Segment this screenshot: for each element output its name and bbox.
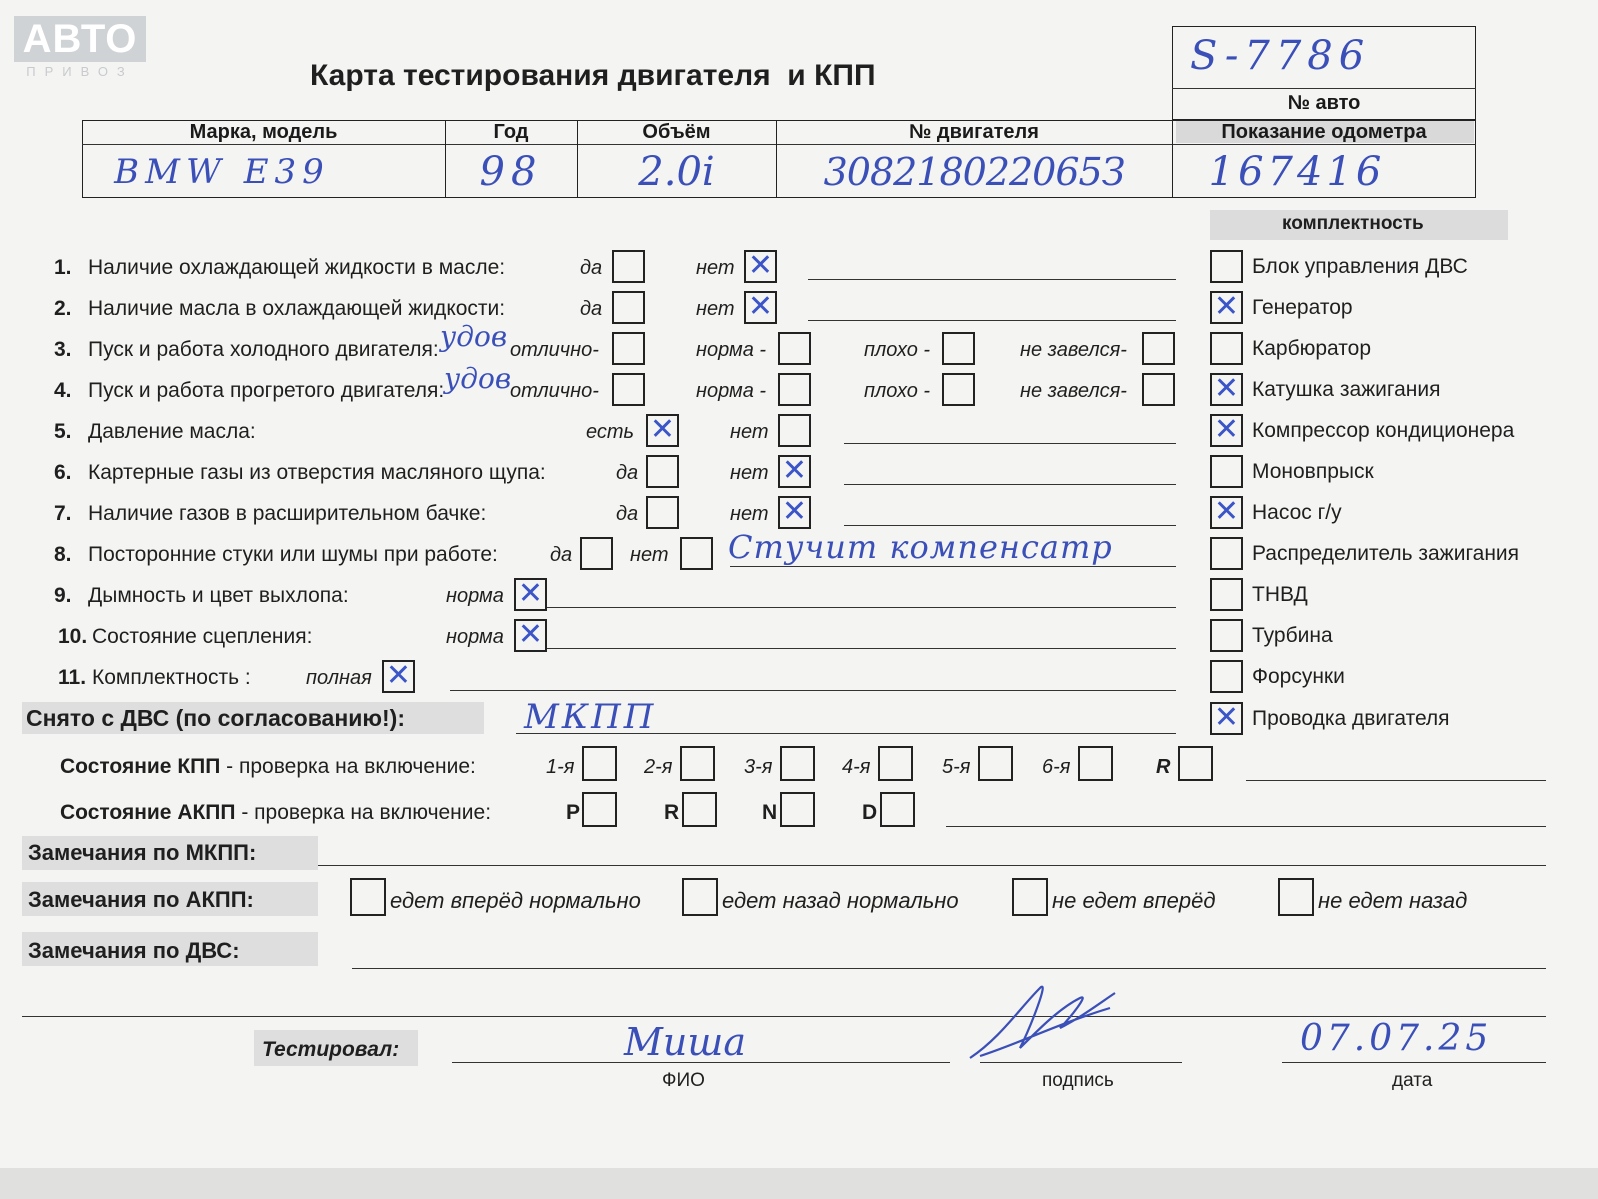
akpp-forward-ok-checkbox[interactable] — [350, 878, 386, 916]
akpp-comment-line[interactable] — [946, 826, 1546, 827]
check-mark-icon: ✕ — [649, 412, 676, 447]
q1-opt-no-label: нет — [696, 257, 735, 279]
kpp-gear-4-label: 4-я — [842, 756, 871, 778]
q6-text: Картерные газы из отверстия масляного щупа: — [88, 461, 546, 484]
q3-opt-normal-label: норма - — [696, 339, 767, 361]
q4-number: 4. — [54, 379, 72, 402]
q5-yes-checkbox[interactable] — [646, 414, 679, 447]
header-label-odometer: Показание одометра — [1221, 121, 1427, 143]
fio-value: Миша — [624, 1020, 747, 1064]
kpp-gear-1-label: 1-я — [546, 756, 575, 778]
kpp-gear-r-checkbox[interactable] — [1178, 746, 1213, 781]
q4-opt-nostart-label: не завелся- — [1020, 380, 1127, 402]
akpp-mode-n-label: N — [762, 801, 778, 824]
q4-normal-checkbox[interactable] — [778, 373, 811, 406]
check-mark-icon: ✕ — [781, 453, 808, 488]
q9-opt-normal-label: норма — [446, 585, 504, 607]
q3-opt-bad-label: плохо - — [864, 339, 931, 361]
page-title: Карта тестирования двигателя и КПП — [310, 59, 876, 92]
check-mark-icon: ✕ — [1213, 371, 1240, 406]
removed-value: МКПП — [524, 697, 657, 737]
q1-no-checkbox[interactable] — [744, 250, 777, 283]
q3-handwritten-note: удов — [440, 320, 508, 353]
check-mark-icon: ✕ — [781, 494, 808, 529]
akpp-mode-p-checkbox[interactable] — [582, 792, 617, 827]
kpp-label-bold: Состояние КПП — [60, 755, 221, 778]
check-mark-icon: ✕ — [517, 617, 544, 652]
q2-yes-checkbox[interactable] — [612, 291, 645, 324]
komplekt-item-ecu-checkbox[interactable] — [1210, 250, 1243, 283]
q4-bad-checkbox[interactable] — [942, 373, 975, 406]
akpp-mode-p-label: P — [566, 801, 581, 824]
komplekt-item-generator-label: Генератор — [1252, 296, 1353, 319]
q2-no-checkbox[interactable] — [744, 291, 777, 324]
header-value-odometer: 167416 — [1208, 149, 1386, 195]
q2-text: Наличие масла в охлаждающей жидкости: — [88, 297, 506, 320]
header-label-year: Год — [493, 121, 529, 143]
komplekt-item-monoinjection-label: Моновпрыск — [1252, 460, 1374, 483]
remarks-dvs-line[interactable] — [352, 968, 1546, 969]
q3-excellent-checkbox[interactable] — [612, 332, 645, 365]
kpp-label-rest: - проверка на включение: — [220, 755, 476, 778]
q11-comment-line[interactable] — [450, 690, 1176, 691]
q9-text: Дымность и цвет выхлопа: — [88, 584, 349, 607]
q11-opt-full-label: полная — [306, 667, 372, 689]
date-value: 07.07.25 — [1300, 1018, 1493, 1059]
komplekt-item-ignition-coil-label: Катушка зажигания — [1252, 378, 1441, 401]
komplekt-item-carburetor-label: Карбюратор — [1252, 337, 1372, 360]
kpp-gear-2-label: 2-я — [644, 756, 673, 778]
header-value-engine-no: 308218022065З — [823, 150, 1125, 194]
q4-nostart-checkbox[interactable] — [1142, 373, 1175, 406]
q11-number: 11. — [58, 666, 87, 689]
akpp-mode-r-checkbox[interactable] — [682, 792, 717, 827]
q2-number: 2. — [54, 297, 72, 320]
header-label-volume: Объём — [642, 121, 711, 143]
akpp-no-forward-label: не едет вперёд — [1052, 888, 1216, 913]
komplekt-item-ps-pump-checkbox[interactable] — [1210, 496, 1243, 529]
q9-number: 9. — [54, 584, 72, 607]
komplekt-item-generator-checkbox[interactable] — [1210, 291, 1243, 324]
q4-opt-normal-label: норма - — [696, 380, 767, 402]
kpp-gear-1-checkbox[interactable] — [582, 746, 617, 781]
q5-text: Давление масла: — [88, 420, 256, 443]
q3-normal-checkbox[interactable] — [778, 332, 811, 365]
q4-excellent-checkbox[interactable] — [612, 373, 645, 406]
q6-number: 6. — [54, 461, 72, 484]
q6-comment-line[interactable] — [844, 484, 1176, 485]
q2-opt-no-label: нет — [696, 298, 735, 320]
q6-no-checkbox[interactable] — [778, 455, 811, 488]
akpp-label — [60, 800, 491, 826]
akpp-no-forward-checkbox[interactable] — [1012, 878, 1048, 916]
q7-number: 7. — [54, 502, 72, 525]
removed-line[interactable] — [516, 733, 1176, 734]
q8-number: 8. — [54, 543, 72, 566]
q11-text: Комплектность : — [92, 666, 251, 689]
komplekt-item-injectors-label: Форсунки — [1252, 665, 1345, 688]
q3-text: Пуск и работа холодного двигателя: — [88, 338, 439, 361]
komplekt-item-wiring-checkbox[interactable] — [1210, 702, 1243, 735]
akpp-label-rest: - проверка на включение: — [235, 801, 492, 824]
q1-opt-yes-label: да — [580, 257, 603, 279]
q6-opt-yes-label: да — [616, 462, 639, 484]
q8-handwritten-note: Стучит компенсатр — [728, 528, 1113, 566]
q8-opt-yes-label: да — [550, 544, 573, 566]
tested-by-label: Тестировал: — [262, 1038, 400, 1061]
akpp-no-reverse-checkbox[interactable] — [1278, 878, 1314, 916]
q6-opt-no-label: нет — [730, 462, 769, 484]
komplekt-item-ps-pump-label: Насос г/у — [1252, 501, 1342, 524]
q8-text: Посторонние стуки или шумы при работе: — [88, 543, 498, 566]
komplekt-title: комплектность — [1282, 213, 1424, 234]
car-number-divider — [1172, 88, 1476, 89]
q8-yes-checkbox[interactable] — [580, 537, 613, 570]
q5-number: 5. — [54, 420, 72, 443]
q6-yes-checkbox[interactable] — [646, 455, 679, 488]
q10-number: 10. — [58, 625, 88, 648]
header-value-model: BMW E39 — [114, 152, 330, 192]
akpp-mode-d-label: D — [862, 801, 878, 824]
akpp-mode-n-checkbox[interactable] — [780, 792, 815, 827]
komplekt-item-ac-compressor-label: Компрессор кондиционера — [1252, 419, 1515, 442]
komplekt-item-injectors-checkbox[interactable] — [1210, 660, 1243, 693]
kpp-label — [60, 754, 476, 780]
q1-comment-line[interactable] — [808, 279, 1176, 280]
remarks-dvs-label: Замечания по ДВС: — [28, 938, 240, 963]
q4-opt-excellent-label: отлично- — [510, 380, 599, 402]
header-row-divider — [82, 144, 1476, 145]
check-mark-icon: ✕ — [1213, 412, 1240, 447]
remarks-mkpp-label: Замечания по МКПП: — [28, 840, 257, 865]
q1-yes-checkbox[interactable] — [612, 250, 645, 283]
header-value-year: 98 — [479, 149, 543, 195]
komplekt-item-tnvd-checkbox[interactable] — [1210, 578, 1243, 611]
komplekt-item-tnvd-label: ТНВД — [1252, 583, 1308, 606]
signature-label: подпись — [1042, 1070, 1114, 1091]
car-number-label: № авто — [1287, 92, 1361, 114]
check-mark-icon: ✕ — [747, 248, 774, 283]
q3-number: 3. — [54, 338, 72, 361]
komplekt-item-turbine-checkbox[interactable] — [1210, 619, 1243, 652]
check-mark-icon: ✕ — [1213, 289, 1240, 324]
q4-handwritten-note: удов — [444, 362, 512, 395]
fio-label: ФИО — [662, 1070, 705, 1091]
logo-text: АВТО — [14, 16, 146, 62]
akpp-reverse-ok-label: едет назад нормально — [722, 888, 959, 913]
akpp-forward-ok-label: едет вперёд нормально — [390, 888, 641, 913]
q5-opt-yes-label: есть — [586, 421, 635, 443]
q10-normal-checkbox[interactable] — [514, 619, 547, 652]
kpp-gear-4-checkbox[interactable] — [878, 746, 913, 781]
kpp-gear-r-label: R — [1156, 756, 1171, 778]
komplekt-item-distributor-label: Распределитель зажигания — [1252, 542, 1520, 565]
header-label-model: Марка, модель — [189, 121, 338, 143]
check-mark-icon: ✕ — [1213, 700, 1240, 735]
komplekt-item-ignition-coil-checkbox[interactable] — [1210, 373, 1243, 406]
signature — [960, 968, 1130, 1068]
logo-watermark — [14, 16, 146, 82]
q5-no-checkbox[interactable] — [778, 414, 811, 447]
signature-line[interactable] — [980, 1062, 1182, 1063]
q5-comment-line[interactable] — [844, 443, 1176, 444]
q4-opt-bad-label: плохо - — [864, 380, 931, 402]
removed-label: Снято с ДВС (по согласованию!): — [26, 705, 405, 731]
kpp-gear-6-label: 6-я — [1042, 756, 1071, 778]
q1-text: Наличие охлаждающей жидкости в масле: — [88, 256, 506, 279]
header-value-volume: 2.0i — [638, 149, 715, 195]
q9-normal-checkbox[interactable] — [514, 578, 547, 611]
q5-opt-no-label: нет — [730, 421, 769, 443]
kpp-gear-6-checkbox[interactable] — [1078, 746, 1113, 781]
q3-opt-excellent-label: отлично- — [510, 339, 599, 361]
check-mark-icon: ✕ — [385, 658, 412, 693]
q8-no-checkbox[interactable] — [680, 537, 713, 570]
q2-comment-line[interactable] — [808, 320, 1176, 321]
q9-comment-line[interactable] — [547, 607, 1176, 608]
q10-opt-normal-label: норма — [446, 626, 504, 648]
q8-comment-line[interactable] — [730, 566, 1176, 567]
q10-text: Состояние сцепления: — [92, 625, 313, 648]
komplekt-item-turbine-label: Турбина — [1252, 624, 1333, 647]
check-mark-icon: ✕ — [517, 576, 544, 611]
kpp-gear-2-checkbox[interactable] — [680, 746, 715, 781]
akpp-mode-d-checkbox[interactable] — [880, 792, 915, 827]
kpp-comment-line[interactable] — [1246, 780, 1546, 781]
q1-number: 1. — [54, 256, 72, 279]
q3-bad-checkbox[interactable] — [942, 332, 975, 365]
check-mark-icon: ✕ — [1213, 494, 1240, 529]
header-label-engine-no: № двигателя — [909, 121, 1039, 143]
page-bottom-edge — [0, 1168, 1598, 1199]
q4-text: Пуск и работа прогретого двигателя: — [88, 379, 445, 402]
q3-nostart-checkbox[interactable] — [1142, 332, 1175, 365]
komplekt-item-ecu-label: Блок управления ДВС — [1252, 255, 1468, 278]
komplekt-item-distributor-checkbox[interactable] — [1210, 537, 1243, 570]
logo-subtext: ПРИВОЗ — [26, 64, 134, 79]
kpp-gear-5-checkbox[interactable] — [978, 746, 1013, 781]
date-line[interactable] — [1282, 1062, 1546, 1063]
q7-yes-checkbox[interactable] — [646, 496, 679, 529]
komplekt-item-wiring-label: Проводка двигателя — [1252, 707, 1450, 730]
kpp-gear-5-label: 5-я — [942, 756, 971, 778]
car-number-value: S-7786 — [1190, 33, 1371, 79]
check-mark-icon: ✕ — [747, 289, 774, 324]
date-label: дата — [1392, 1070, 1433, 1091]
komplekt-item-monoinjection-checkbox[interactable] — [1210, 455, 1243, 488]
akpp-mode-r-label: R — [664, 801, 680, 824]
q3-opt-nostart-label: не завелся- — [1020, 339, 1127, 361]
fio-line[interactable] — [452, 1062, 950, 1063]
q2-opt-yes-label: да — [580, 298, 603, 320]
akpp-reverse-ok-checkbox[interactable] — [682, 878, 718, 916]
q7-opt-yes-label: да — [616, 503, 639, 525]
q11-full-checkbox[interactable] — [382, 660, 415, 693]
q10-comment-line[interactable] — [547, 648, 1176, 649]
komplekt-item-ac-compressor-checkbox[interactable] — [1210, 414, 1243, 447]
akpp-no-reverse-label: не едет назад — [1318, 888, 1468, 913]
q7-comment-line[interactable] — [844, 525, 1176, 526]
q8-opt-no-label: нет — [630, 544, 669, 566]
q7-no-checkbox[interactable] — [778, 496, 811, 529]
kpp-gear-3-label: 3-я — [744, 756, 773, 778]
q7-opt-no-label: нет — [730, 503, 769, 525]
q7-text: Наличие газов в расширительном бачке: — [88, 502, 487, 525]
akpp-label-bold: Состояние АКПП — [60, 801, 236, 824]
komplekt-item-carburetor-checkbox[interactable] — [1210, 332, 1243, 365]
remarks-mkpp-line[interactable] — [318, 865, 1546, 866]
remarks-dvs-line-2[interactable] — [22, 1016, 1546, 1017]
kpp-gear-3-checkbox[interactable] — [780, 746, 815, 781]
remarks-akpp-label: Замечания по АКПП: — [28, 887, 254, 912]
